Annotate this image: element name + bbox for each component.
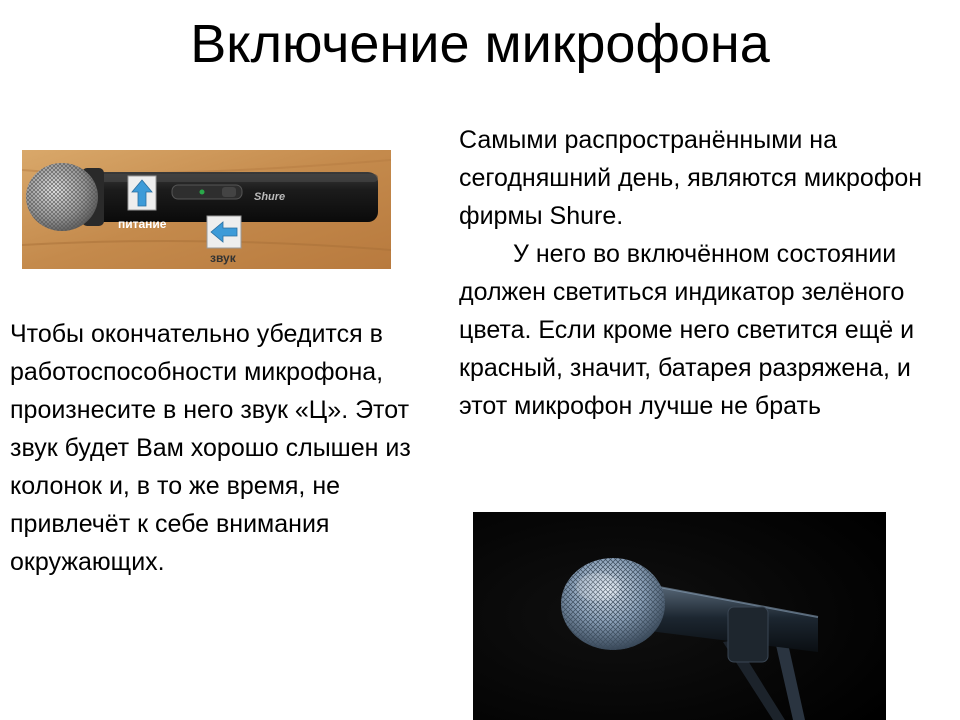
arrow-up-icon: [128, 176, 156, 210]
right-paragraph-2: У него во включённом состоянии должен светиться индикатор зелёного цвета. Если кроме него светится ещё и красный, значит, батарея разряжена, и этот микрофон лучше не брать: [459, 240, 915, 420]
stage-mic-photo: [473, 512, 886, 720]
slide-title: Включение микрофона: [190, 14, 770, 74]
right-paragraph-1: Самыми распространёнными на сегодняшний день, являются микрофон фирмы Shure.: [459, 126, 923, 230]
right-text-block: [459, 121, 929, 425]
brand-logo: Shure: [254, 191, 286, 203]
power-label: питание: [118, 217, 167, 231]
arrow-left-icon: [207, 216, 241, 248]
left-text-block: Чтобы окончательно убедится в работоспособности микрофона, произнесите в него звук «Ц». Этот звук будет Вам хорошо слышен из колонок и, в то же время, не привлечёт к себе внимания окружающих.: [10, 320, 411, 576]
wireless-mic-photo: [22, 150, 391, 269]
sound-label: звук: [210, 251, 236, 265]
